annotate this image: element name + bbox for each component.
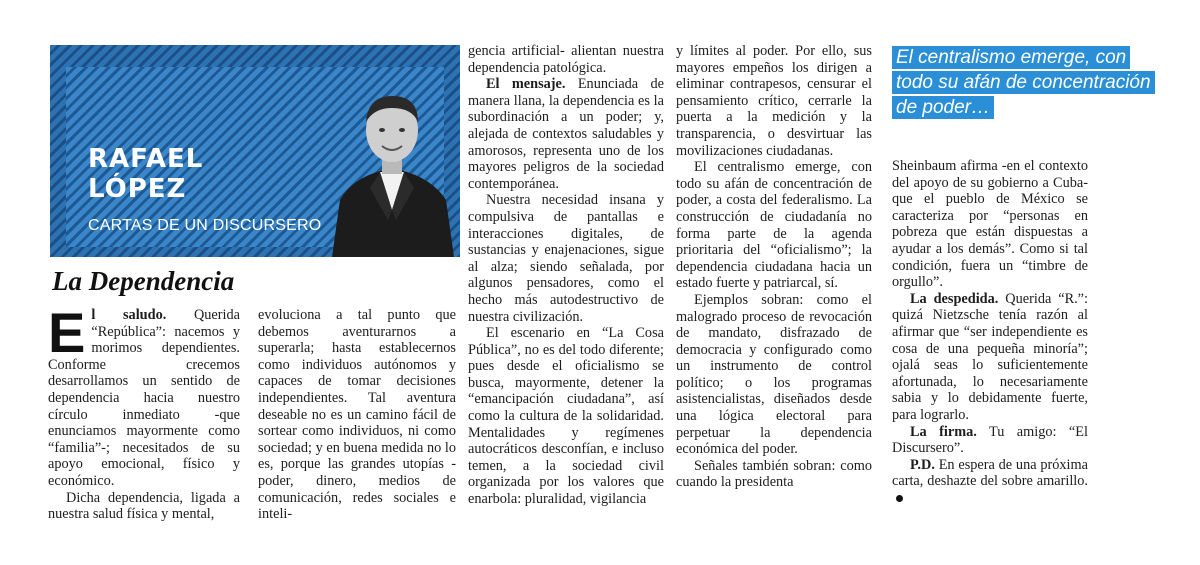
section-lead: P.D. [910, 456, 935, 473]
text-column-3 [468, 43, 664, 508]
paragraph-text: En espera de una próxima carta, deshazte del sobre amarillo. [892, 456, 1088, 490]
paragraph-text: Enunciada de manera llana, la dependencia es la subordinación a un poder; y, alejada de contextos saludables y amorosos, representa uno de los mayores peligros de la sociedad contemporánea. [468, 76, 664, 192]
section-lead: El mensaje. [486, 76, 566, 93]
text-column-5 [892, 158, 1088, 506]
section-lead: La despedida. [910, 290, 999, 307]
paragraph [48, 301, 240, 490]
section-lead: l saludo. [91, 307, 167, 323]
paragraph: gencia artificial- alientan nuestra dependencia patológica. [468, 43, 664, 76]
paragraph [468, 76, 664, 192]
drop-cap: E [48, 301, 86, 364]
paragraph: Dicha dependencia, ligada a nuestra salud física y mental, [48, 489, 240, 523]
paragraph: El centralismo emerge, con todo su afán de concentración de poder, a costa del federalismo. La construcción de ciudadanía no forma parte de la agenda prioritaria del “oficialismo”; la dependencia ciudadana hacia un estado fuerte y patriarcal, sí. [676, 159, 872, 292]
text-column-4 [676, 43, 872, 491]
text-column-2 [258, 307, 456, 523]
paragraph-text: Querida “República”: nacemos y morimos dependientes. Conforme crecemos desarrollamos un sentido de dependencia hacia nuestro círculo inmediato -que enunciamos mayormente como “familia”-; necesitados de su apoyo emocional, físico y económico. [48, 307, 240, 489]
paragraph [892, 457, 1088, 507]
article-headline: La Dependencia [52, 266, 235, 296]
author-last-name: LÓPEZ [88, 174, 187, 204]
paragraph-text: Querida “R.”: quizá Nietzsche tenía razón al afirmar que “ser independiente es cosa de una pequeña minoría”; ojalá seas lo suficientemente afortunada, lo necesariamente sabia y lo debidamente fuerte, para lograrlo. [892, 290, 1089, 423]
pull-quote [892, 45, 1162, 120]
column-name: CARTAS DE UN DISCURSERO [88, 217, 322, 234]
paragraph: El escenario en “La Cosa Pública”, no es del todo diferente; pues desde el oficialismo se busca, mayormente, detener la “emancipación ciudadana”, así como la cultura de la solidaridad. Mentalidades y regímenes autocráticos desconfían, e incluso temen, a la sociedad civil organizada por los valores que enarbola: pluralidad, vigilancia [468, 325, 664, 508]
author-first-name: RAFAEL [88, 144, 204, 174]
paragraph [892, 291, 1088, 424]
pull-quote-text: El centralismo emerge, con todo su afán de concentración de poder… [892, 46, 1155, 119]
paragraph [892, 424, 1088, 457]
paragraph: Nuestra necesidad insana y compulsiva de pantallas e interacciones digitales, de sustancias y enajenaciones, sigue al alza; siendo señalada, por algunos pensadores, como el hecho más autodestructivo de nuestra civilización. [468, 192, 664, 325]
paragraph-text: Tu amigo: “El Discursero”. [892, 423, 1088, 457]
paragraph: Ejemplos sobran: como el malogrado proceso de revocación de mandato, disfrazado de democracia y configurado como un instrumento de control político; o los programas asistencialistas, diseñados desde una lógica electoral para perpetuar la dependencia económica del poder. [676, 291, 872, 458]
text-column-1 [48, 301, 240, 523]
section-lead: La firma. [910, 423, 977, 440]
paragraph: Señales también sobran: como cuando la presidenta [676, 457, 872, 491]
end-mark-icon [896, 495, 903, 502]
paragraph: Sheinbaum afirma -en el contexto del apoyo de su gobierno a Cuba- que el pueblo de México se caracteriza por “personas en pobreza que están dispuestas a ayudar a los demás”. Como si tal condición, fuera un “timbre de orgullo”. [892, 158, 1088, 291]
author-portrait [322, 60, 462, 257]
paragraph: y límites al poder. Por ello, sus mayores empeños los dirigen a eliminar contrapesos, censurar el pensamiento crítico, cerrarle la puerta a la medición y la transparencia, o desvirtuar las movilizaciones ciudadanas. [676, 43, 872, 159]
paragraph: evoluciona a tal punto que debemos aventurarnos a superarla; hasta establecernos como individuos autónomos y capaces de tomar decisiones independientes. Tal aventura deseable no es un camino fácil de sortear como individuos, ni como sociedad; y en buena medida no lo es, porque las grandes utopías -poder, dinero, medios de comunicación, redes sociales e inteli- [258, 307, 456, 523]
